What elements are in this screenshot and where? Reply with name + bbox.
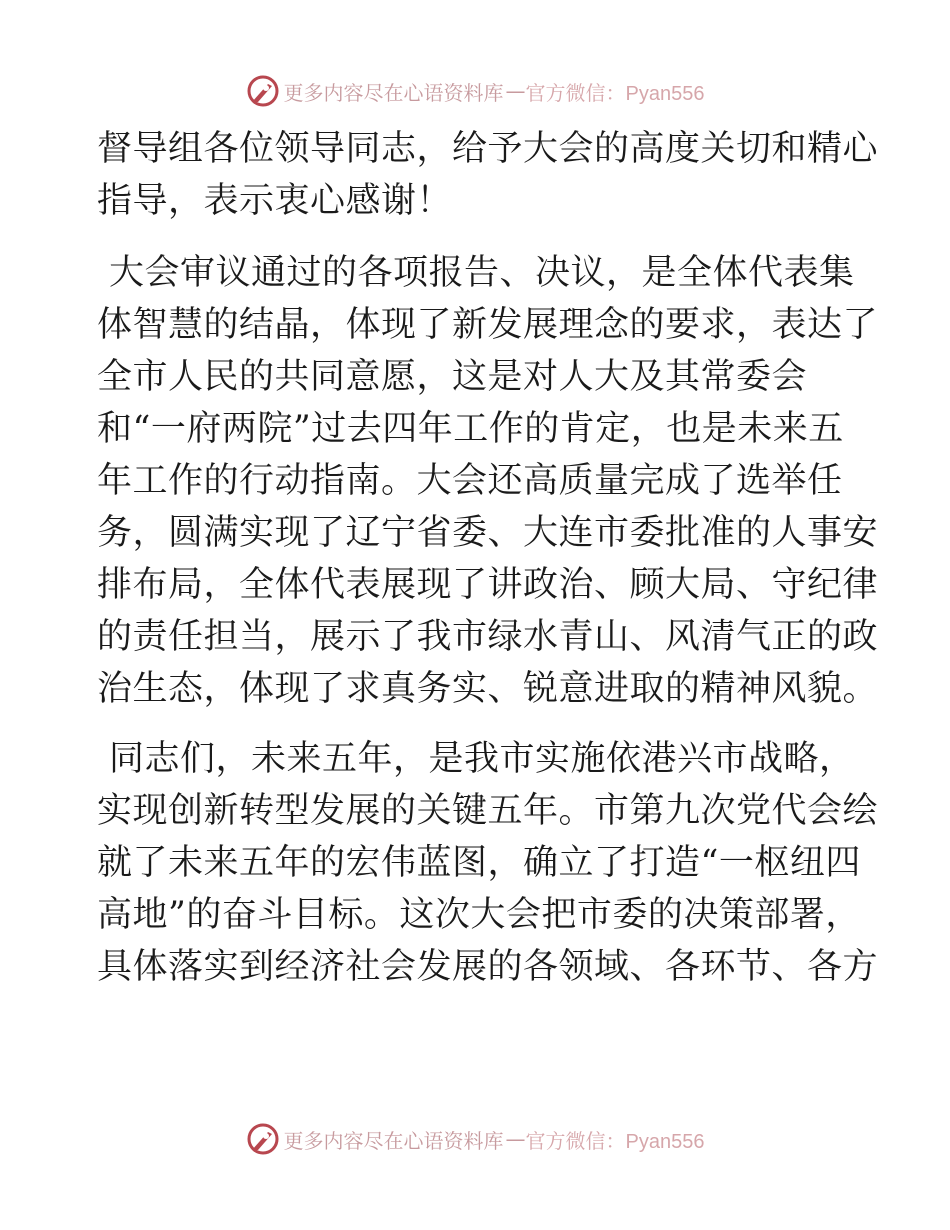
text-line: 就了未来五年的宏伟蓝图，确立了打造“一枢纽四 [97,843,861,883]
watermark-separator: — [505,79,524,103]
text-line: 体智慧的结晶，体现了新发展理念的要求，表达了 [97,305,879,345]
text-line: 治生态，体现了求真务实、锐意进取的精神风貌。 [97,669,879,709]
quill-logo-icon [246,1122,280,1156]
watermark-text: 更多内容尽在心语资料库 [283,80,504,105]
text-line: 年工作的行动指南。大会还高质量完成了选举任 [97,461,843,501]
paragraph-2 [97,247,879,715]
header-watermark [0,71,950,111]
text-line: 同志们，未来五年，是我市实施依港兴市战略， [109,739,855,779]
text-line: 和“一府两院”过去四年工作的肯定，也是未来五 [97,409,844,449]
text-line: 实现创新转型发展的关键五年。市第九次党代会绘 [97,791,879,831]
watermark-separator: — [505,1127,524,1151]
text-line: 排布局，全体代表展现了讲政治、顾大局、守纪律 [97,565,879,605]
text-line: 大会审议通过的各项报告、决议，是全体代表集 [109,253,855,293]
paragraph-1 [97,123,879,227]
text-line: 具体落实到经济社会发展的各领域、各环节、各方 [97,947,879,987]
watermark-wechat: 官方微信：Pyan556 [525,82,705,105]
watermark-wechat: 官方微信：Pyan556 [525,1130,705,1153]
footer-watermark [0,1119,950,1159]
document-body [97,123,879,1011]
text-line: 指导，表示衷心感谢！ [97,181,453,221]
text-line: 高地”的奋斗目标。这次大会把市委的决策部署， [97,895,861,935]
text-line: 的责任担当，展示了我市绿水青山、风清气正的政 [97,617,879,657]
watermark-text: 更多内容尽在心语资料库 [283,1128,504,1153]
text-line: 务，圆满实现了辽宁省委、大连市委批准的人事安 [97,513,879,553]
text-line: 督导组各位领导同志，给予大会的高度关切和精心 [97,129,879,169]
text-line: 全市人民的共同意愿，这是对人大及其常委会 [97,357,808,397]
paragraph-3 [97,733,879,993]
quill-logo-icon [246,74,280,108]
